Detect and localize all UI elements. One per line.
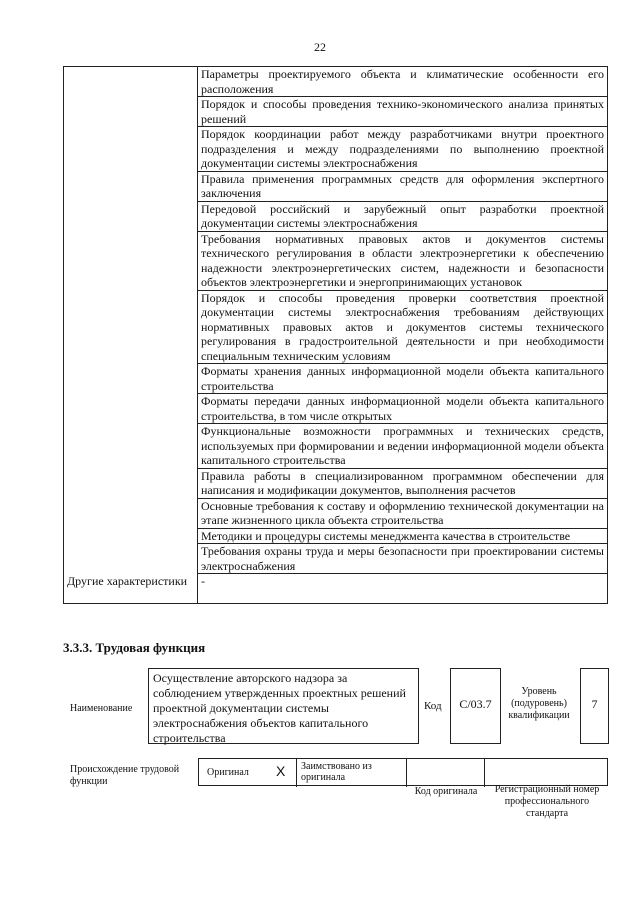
code-value-box: C/03.7 [450, 668, 501, 744]
original-checkmark: X [276, 763, 286, 779]
knowledge-left-cell [64, 67, 198, 574]
knowledge-item: Функциональные возможности программных и технических средств, используемых при формировании и ведении информационной модели объекта капитального строительства [198, 424, 608, 469]
section-title: 3.3.3. Трудовая функция [63, 640, 206, 655]
level-value-box: 7 [580, 668, 609, 744]
reg-number-cell [485, 759, 607, 787]
borrowed-cell [297, 759, 407, 787]
knowledge-item: Передовой российский и зарубежный опыт разработки проектной документации системы электроснабжения [198, 201, 608, 231]
knowledge-item: Основные требования к составу и оформлению технической документации на этапе жизненного цикла объекта строительства [198, 498, 608, 528]
knowledge-item: Требования нормативных правовых актов и документов системы технического регулирования в области электроэнергетики к обеспечению надежности электроэнергетических систем, надежности и безопасности объектов электроэнергетики и энергопринимающих установок [198, 231, 608, 290]
borrowed-label: Заимствовано из оригинала [301, 761, 372, 783]
origin-label: Происхождение трудовой функции [70, 764, 180, 787]
name-label: Наименование [70, 703, 133, 714]
knowledge-table [63, 66, 608, 604]
page-number: 22 [314, 40, 326, 54]
knowledge-item: Правила работы в специализированном программном обеспечении для написания и модификации документов, выполнения расчетов [198, 468, 608, 498]
reg-caption: Регистрационный номер профессионального стандарта [494, 784, 600, 819]
code-caption: Код оригинала [414, 786, 478, 797]
knowledge-item: Форматы хранения данных информационной модели объекта капитального строительства [198, 364, 608, 394]
knowledge-item: Параметры проектируемого объекта и климатические особенности его расположения [198, 67, 608, 97]
knowledge-item: Порядок и способы проведения технико-экономического анализа принятых решений [198, 97, 608, 127]
level-label: Уровень (подуровень) квалификации [508, 686, 570, 721]
knowledge-item: Порядок и способы проведения проверки соответствия проектной документации системы электроснабжения требованиям действующих нормативных правовых актов и документов системы технического регулирования в градостроительной деятельности и при необходимости специальным техническим условиям [198, 290, 608, 364]
knowledge-item: Требования охраны труда и меры безопасности при проектировании системы электроснабжения [198, 544, 608, 574]
knowledge-row [64, 67, 608, 97]
knowledge-item: Методики и процедуры системы менеджмента качества в строительстве [198, 528, 608, 544]
other-row [64, 574, 608, 604]
original-label: Оригинал [207, 767, 249, 778]
other-label: Другие характеристики [64, 574, 198, 604]
other-value: - [198, 574, 608, 604]
knowledge-item: Правила применения программных средств для оформления экспертного заключения [198, 171, 608, 201]
origin-row [198, 758, 608, 786]
knowledge-item: Порядок координации работ между разработчиками внутри проектного подразделения и между подразделениями по выполнению проектной документации системы электроснабжения [198, 127, 608, 172]
original-code-cell [407, 759, 485, 787]
function-name-box: Осуществление авторского надзора за соблюдением утвержденных проектных решений проектной документации системы электроснабжения объектов капитального строительства [148, 668, 419, 744]
code-label: Код [424, 700, 442, 712]
knowledge-item: Форматы передачи данных информационной модели объекта капитального строительства, в том числе открытых [198, 394, 608, 424]
